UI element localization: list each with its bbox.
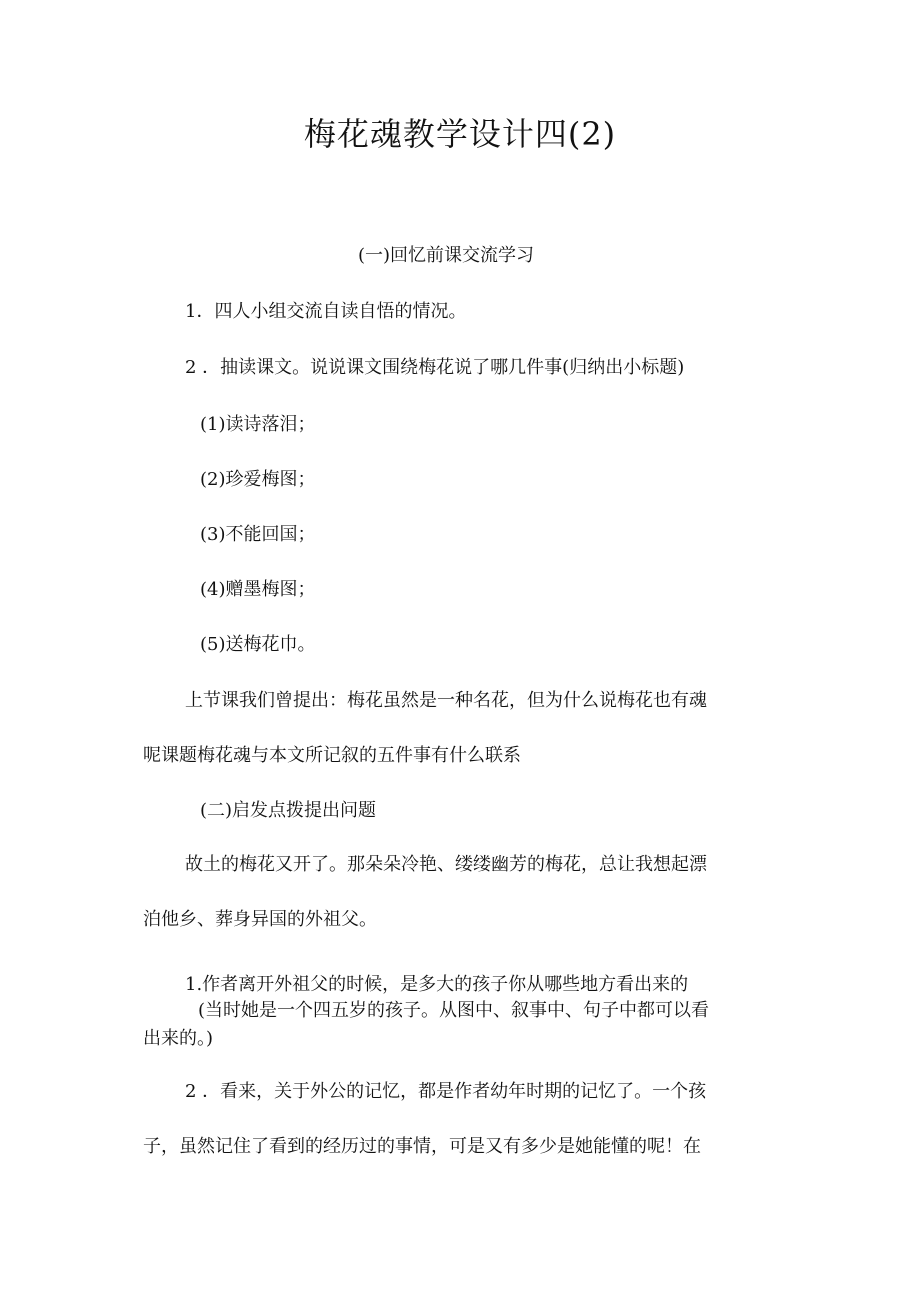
answer-1-line: 出来的。) bbox=[143, 1028, 214, 1049]
section1-heading: (一)回忆前课交流学习 bbox=[358, 245, 535, 266]
event-list-item: (2)珍爱梅图； bbox=[200, 469, 316, 490]
paragraph-line: 呢课题梅花魂与本文所记叙的五件事有什么联系 bbox=[143, 745, 521, 766]
section2-heading: (二)启发点拨提出问题 bbox=[200, 800, 377, 821]
event-list-item: (5)送梅花巾。 bbox=[200, 634, 316, 655]
quote-line: 泊他乡、葬身异国的外祖父。 bbox=[143, 909, 377, 930]
question-2-line: 子，虽然记住了看到的经历过的事情，可是又有多少是她能懂的呢！在 bbox=[143, 1136, 701, 1157]
answer-1-line: (当时她是一个四五岁的孩子。从图中、叙事中、句子中都可以看 bbox=[198, 1000, 710, 1021]
event-list-item: (3)不能回国； bbox=[200, 524, 316, 545]
event-list-item: (4)赠墨梅图； bbox=[200, 579, 316, 600]
section1-item-2: 2 ．抽读课文。说说课文围绕梅花说了哪几件事(归纳出小标题) bbox=[185, 357, 685, 378]
question-2-line: 2 ．看来，关于外公的记忆，都是作者幼年时期的记忆了。一个孩 bbox=[185, 1081, 707, 1102]
event-list-item: (1)读诗落泪； bbox=[200, 414, 316, 435]
paragraph-line: 上节课我们曾提出：梅花虽然是一种名花，但为什么说梅花也有魂 bbox=[185, 690, 707, 711]
quote-line: 故土的梅花又开了。那朵朵冷艳、缕缕幽芳的梅花，总让我想起漂 bbox=[185, 854, 707, 875]
section1-item-1: 1．四人小组交流自读自悟的情况。 bbox=[185, 301, 467, 322]
question-1: 1.作者离开外祖父的时候，是多大的孩子你从哪些地方看出来的 bbox=[185, 974, 689, 995]
page-title: 梅花魂教学设计四(2) bbox=[303, 115, 617, 153]
